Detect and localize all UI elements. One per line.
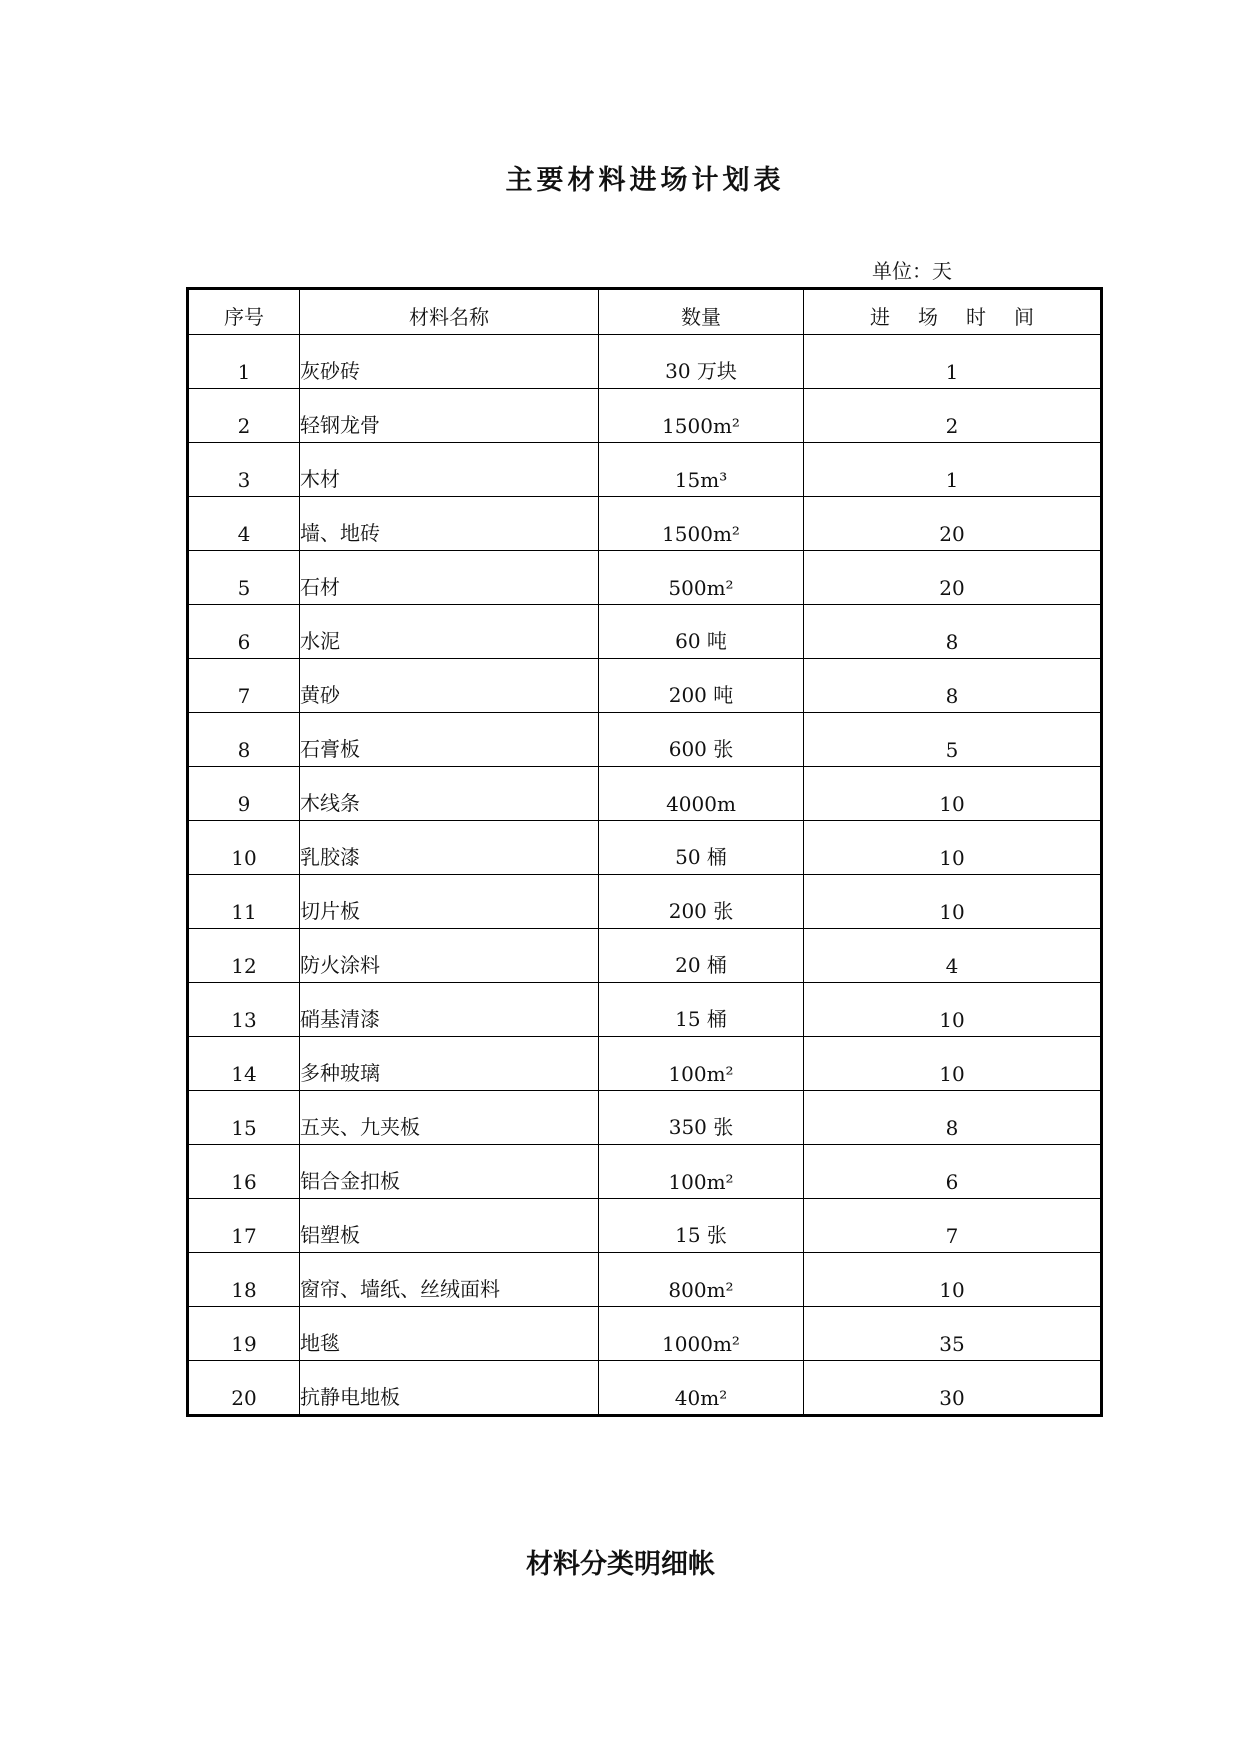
row-number: 14 <box>188 1037 300 1091</box>
quantity: 500m² <box>599 551 804 605</box>
arrival-days: 10 <box>804 767 1102 821</box>
arrival-days: 1 <box>804 335 1102 389</box>
header-time-char: 进 <box>870 305 890 329</box>
material-name: 铝合金扣板 <box>300 1145 599 1199</box>
table-row <box>188 389 1102 443</box>
quantity: 4000m <box>599 767 804 821</box>
row-number: 17 <box>188 1199 300 1253</box>
table-row <box>188 767 1102 821</box>
material-name: 乳胶漆 <box>300 821 599 875</box>
material-name: 防火涂料 <box>300 929 599 983</box>
quantity: 15 张 <box>599 1199 804 1253</box>
quantity: 15 桶 <box>599 983 804 1037</box>
material-schedule-table <box>186 287 1103 1417</box>
document-title: 主要材料进场计划表 <box>505 165 785 196</box>
quantity: 100m² <box>599 1037 804 1091</box>
arrival-days: 35 <box>804 1307 1102 1361</box>
row-number: 7 <box>188 659 300 713</box>
row-number: 16 <box>188 1145 300 1199</box>
row-number: 1 <box>188 335 300 389</box>
arrival-days: 8 <box>804 1091 1102 1145</box>
arrival-days: 2 <box>804 389 1102 443</box>
arrival-days: 10 <box>804 1253 1102 1307</box>
arrival-days: 7 <box>804 1199 1102 1253</box>
arrival-days: 6 <box>804 1145 1102 1199</box>
quantity: 200 张 <box>599 875 804 929</box>
material-name: 多种玻璃 <box>300 1037 599 1091</box>
arrival-days: 5 <box>804 713 1102 767</box>
material-name: 硝基清漆 <box>300 983 599 1037</box>
row-number: 13 <box>188 983 300 1037</box>
material-name: 墙、地砖 <box>300 497 599 551</box>
table-row <box>188 1307 1102 1361</box>
material-name: 木线条 <box>300 767 599 821</box>
table-row <box>188 1091 1102 1145</box>
row-number: 12 <box>188 929 300 983</box>
quantity: 350 张 <box>599 1091 804 1145</box>
table-row <box>188 875 1102 929</box>
table-row <box>188 713 1102 767</box>
header-qty: 数量 <box>599 289 804 335</box>
row-number: 15 <box>188 1091 300 1145</box>
quantity: 40m² <box>599 1361 804 1416</box>
table-row <box>188 659 1102 713</box>
arrival-days: 10 <box>804 875 1102 929</box>
table-body <box>188 335 1102 1416</box>
material-name: 黄砂 <box>300 659 599 713</box>
table-row <box>188 983 1102 1037</box>
material-name: 切片板 <box>300 875 599 929</box>
row-number: 20 <box>188 1361 300 1416</box>
arrival-days: 30 <box>804 1361 1102 1416</box>
material-name: 地毯 <box>300 1307 599 1361</box>
table-row <box>188 605 1102 659</box>
material-name: 木材 <box>300 443 599 497</box>
arrival-days: 20 <box>804 551 1102 605</box>
arrival-days: 4 <box>804 929 1102 983</box>
table-row <box>188 821 1102 875</box>
table-header <box>188 289 1102 335</box>
row-number: 8 <box>188 713 300 767</box>
row-number: 9 <box>188 767 300 821</box>
table-row <box>188 443 1102 497</box>
material-name: 窗帘、墙纸、丝绒面料 <box>300 1253 599 1307</box>
arrival-days: 20 <box>804 497 1102 551</box>
row-number: 19 <box>188 1307 300 1361</box>
material-name: 五夹、九夹板 <box>300 1091 599 1145</box>
row-number: 2 <box>188 389 300 443</box>
arrival-days: 8 <box>804 605 1102 659</box>
row-number: 10 <box>188 821 300 875</box>
quantity: 800m² <box>599 1253 804 1307</box>
quantity: 15m³ <box>599 443 804 497</box>
quantity: 1500m² <box>599 497 804 551</box>
row-number: 11 <box>188 875 300 929</box>
quantity: 20 桶 <box>599 929 804 983</box>
quantity: 600 张 <box>599 713 804 767</box>
quantity: 50 桶 <box>599 821 804 875</box>
section-title: 材料分类明细帐 <box>526 1549 715 1580</box>
material-name: 抗静电地板 <box>300 1361 599 1416</box>
arrival-days: 10 <box>804 821 1102 875</box>
quantity: 60 吨 <box>599 605 804 659</box>
unit-label: 单位：天 <box>872 259 952 283</box>
quantity: 30 万块 <box>599 335 804 389</box>
arrival-days: 10 <box>804 1037 1102 1091</box>
table-row <box>188 929 1102 983</box>
quantity: 1000m² <box>599 1307 804 1361</box>
arrival-days: 10 <box>804 983 1102 1037</box>
material-name: 灰砂砖 <box>300 335 599 389</box>
arrival-days: 1 <box>804 443 1102 497</box>
material-name: 轻钢龙骨 <box>300 389 599 443</box>
row-number: 6 <box>188 605 300 659</box>
quantity: 100m² <box>599 1145 804 1199</box>
table-row <box>188 335 1102 389</box>
material-name: 水泥 <box>300 605 599 659</box>
arrival-days: 8 <box>804 659 1102 713</box>
row-number: 4 <box>188 497 300 551</box>
header-name: 材料名称 <box>300 289 599 335</box>
table-row <box>188 551 1102 605</box>
material-name: 石材 <box>300 551 599 605</box>
header-no: 序号 <box>188 289 300 335</box>
material-name: 石膏板 <box>300 713 599 767</box>
header-time-char: 间 <box>1014 305 1034 329</box>
table-row <box>188 1145 1102 1199</box>
header-time <box>804 289 1102 335</box>
header-row <box>188 289 1102 335</box>
quantity: 200 吨 <box>599 659 804 713</box>
row-number: 3 <box>188 443 300 497</box>
table-row <box>188 497 1102 551</box>
table-row <box>188 1253 1102 1307</box>
quantity: 1500m² <box>599 389 804 443</box>
table-row <box>188 1037 1102 1091</box>
material-name: 铝塑板 <box>300 1199 599 1253</box>
row-number: 5 <box>188 551 300 605</box>
table-row <box>188 1199 1102 1253</box>
header-time-char: 场 <box>918 305 938 329</box>
table-row <box>188 1361 1102 1416</box>
header-time-char: 时 <box>966 305 986 329</box>
row-number: 18 <box>188 1253 300 1307</box>
